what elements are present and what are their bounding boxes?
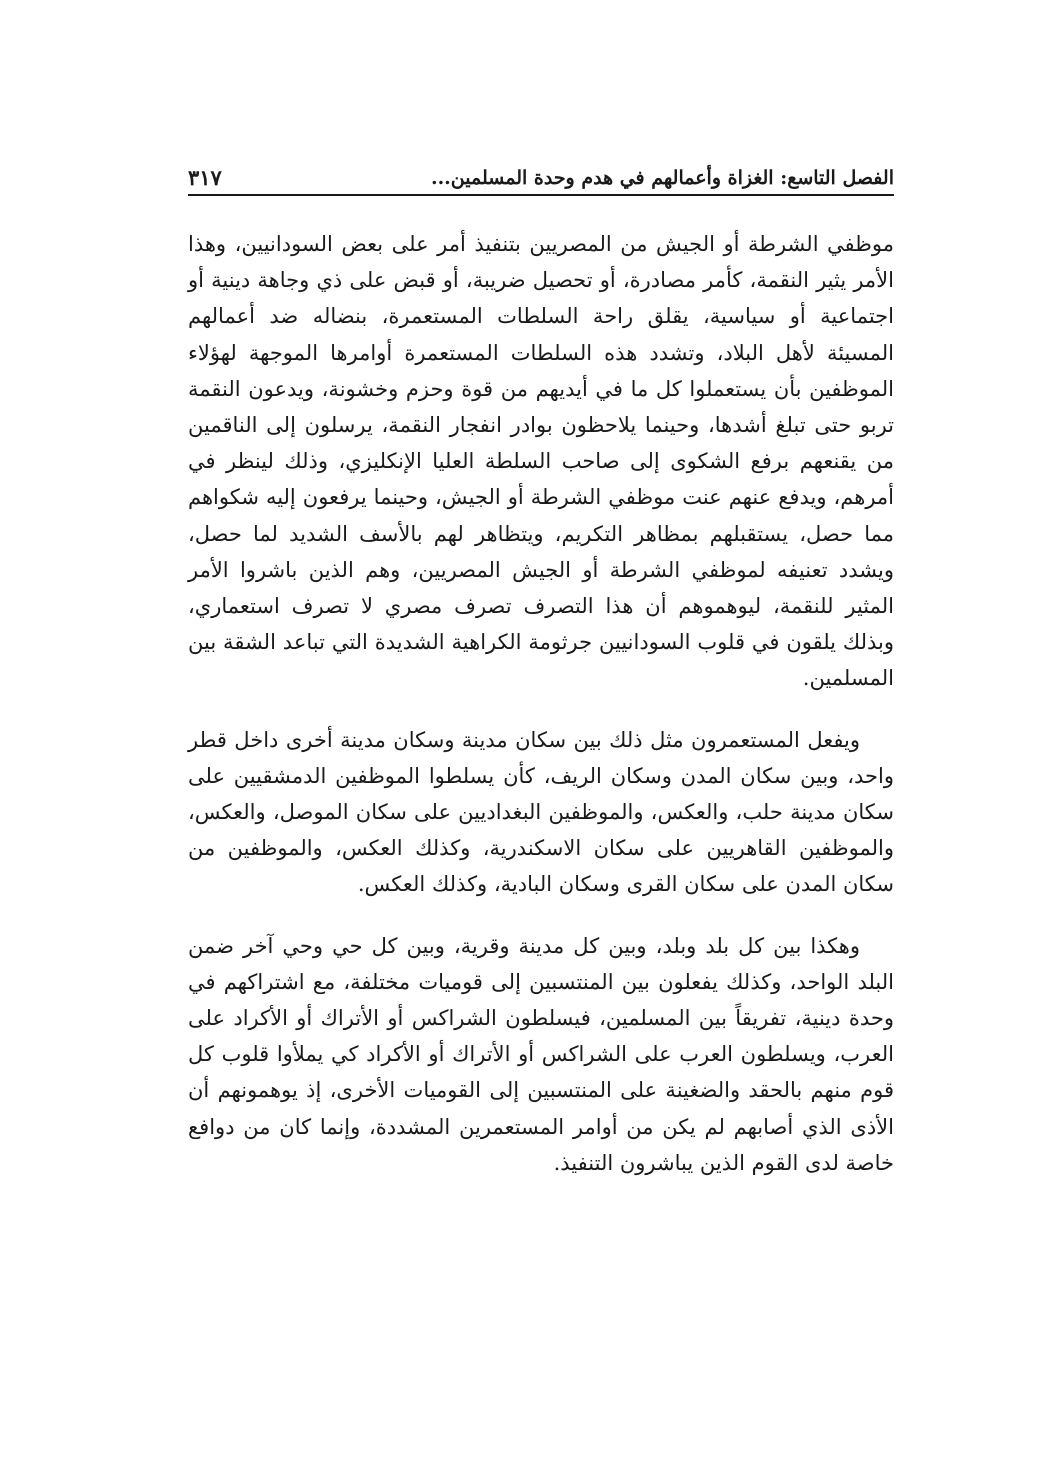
chapter-title: الفصل التاسع: الغزاة وأعمالهم في هدم وحدة المسلمين...	[430, 167, 894, 189]
page-number: ٣١٧	[188, 165, 222, 190]
paragraph-1: موظفي الشرطة أو الجيش من المصريين بتنفيذ أمر على بعض السودانيين، وهذا الأمر يثير النقمة، كأمر مصادرة، أو تحصيل ضريبة، أو قبض على ذي وجاهة دينية أو اجتماعية أو سياسية، يقلق راحة السلطات المستعمرة، بنضاله ضد أعمالهم المسيئة لأهل البلاد، وتشدد هذه السلطات المستعمرة أوامرها الموجهة لهؤلاء الموظفين بأن يستعملوا كل ما في أيديهم من قوة وحزم وخشونة، ويدعون النقمة تربو حتى تبلغ أشدها، وحينما يلاحظون بوادر انفجار النقمة، يرسلون إلى الناقمين من يقنعهم برفع الشكوى إلى صاحب السلطة العليا الإنكليزي، وذلك لينظر في أمرهم، ويدفع عنهم عنت موظفي الشرطة أو الجيش، وحينما يرفعون إليه شكواهم مما حصل، يستقبلهم بمظاهر التكريم، ويتظاهر لهم بالأسف الشديد لما حصل، ويشدد تعنيفه لموظفي الشرطة أو الجيش المصريين، وهم الذين باشروا الأمر المثير للنقمة، ليوهموهم أن هذا التصرف تصرف مصري لا تصرف استعماري، وبذلك يلقون في قلوب السودانيين جرثومة الكراهية الشديدة التي تباعد الشقة بين المسلمين.	[188, 232, 894, 691]
paragraph-2: ويفعل المستعمرون مثل ذلك بين سكان مدينة وسكان مدينة أخرى داخل قطر واحد، وبين سكان المدن وسكان الريف، كأن يسلطوا الموظفين الدمشقيين على سكان مدينة حلب، والعكس، والموظفين البغداديين على سكان الموصل، والعكس، والموظفين القاهريين على سكان الاسكندرية، وكذلك العكس، والموظفين من سكان المدن على سكان القرى وسكان البادية، وكذلك العكس.	[188, 727, 894, 897]
paragraph-3: وهكذا بين كل بلد وبلد، وبين كل مدينة وقرية، وبين كل حي وحي آخر ضمن البلد الواحد، وكذلك يفعلون بين المنتسبين إلى قوميات مختلفة، مع اشتراكهم في وحدة دينية، تفريقاً بين المسلمين، فيسلطون الشراكس أو الأتراك أو الأكراد على العرب، ويسلطون العرب على الشراكس أو الأتراك أو الأكراد كي يملأوا قلوب كل قوم منهم بالحقد والضغينة على المنتسبين إلى القوميات الأخرى، إذ يوهمونهم أن الأذى الذي أصابهم لم يكن من أوامر المستعمرين المشددة، وإنما كان من دوافع خاصة لدى القوم الذين يباشرون التنفيذ.	[188, 933, 894, 1175]
body-text	[188, 226, 894, 1181]
header-rule	[188, 194, 894, 196]
running-header	[188, 152, 894, 192]
